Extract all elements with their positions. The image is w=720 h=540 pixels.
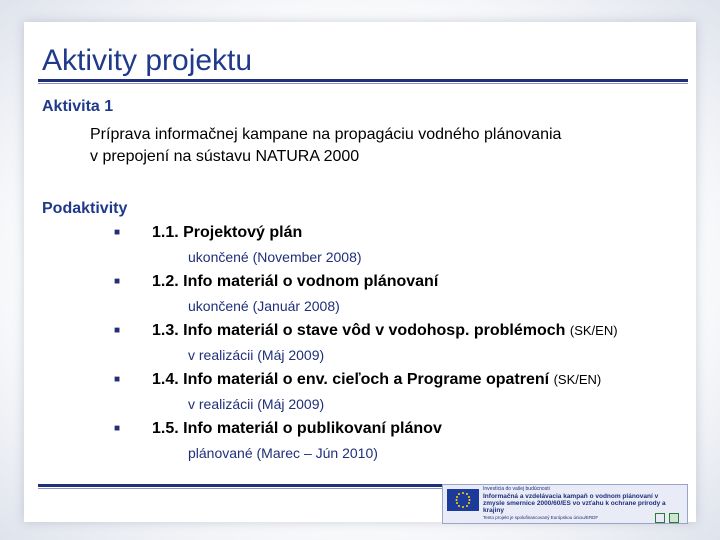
subactivity-title: 1.1. Projektový plán [152,224,303,241]
subactivity-title: 1.5. Info materiál o publikovaní plánov [152,420,442,437]
title-rule [38,79,688,82]
banner-cofinancing-note: Tento projekt je spolufinancovaný Európskou úniou/ERDF [483,515,599,520]
subactivity-status: v realizácii (Máj 2009) [188,396,325,412]
subactivities-heading: Podaktivity [42,200,128,217]
subactivity-language: (SK/EN) [569,323,618,338]
slide [24,22,696,522]
subactivity-language: (SK/EN) [553,372,602,387]
subactivity-status: ukončené (Január 2008) [188,298,340,314]
square-bullet-icon: ■ [114,325,121,336]
subactivity-title: 1.3. Info materiál o stave vôd v vodohosp. problémoch (SK/EN) [152,322,618,339]
eu-flag-icon [447,489,479,511]
title-subrule [38,83,688,84]
subactivity-title: 1.4. Info materiál o env. cieľoch a Programe opatrení (SK/EN) [152,371,602,388]
banner-tagline: Investícia do vašej budúcnosti [483,486,550,492]
project-banner [442,484,688,524]
square-bullet-icon: ■ [114,276,121,287]
subactivity-status: ukončené (November 2008) [188,249,362,265]
subactivity-status: plánované (Marec – Jún 2010) [188,445,378,461]
banner-project-title: Informačná a vzdelávacia kampaň o vodnom plánovaní v zmysle smernice 2000/60/ES vo vzťahu k ochrane prírody a krajiny [483,493,666,514]
partner-logo-icon [669,513,679,523]
subactivity-status: v realizácii (Máj 2009) [188,347,325,363]
activity-description [90,124,561,168]
subactivity-title: 1.2. Info materiál o vodnom plánovaní [152,273,439,290]
square-bullet-icon: ■ [114,423,121,434]
square-bullet-icon: ■ [114,374,121,385]
partner-logo-icon [655,513,665,523]
activity-desc-line-1: Príprava informačnej kampane na propagáciu vodného plánovania [90,126,562,143]
activity-desc-line-2: v prepojení na sústavu NATURA 2000 [90,148,360,165]
square-bullet-icon: ■ [114,227,121,238]
slide-title: Aktivity projektu [42,44,253,77]
activity-heading: Aktivita 1 [42,98,114,115]
